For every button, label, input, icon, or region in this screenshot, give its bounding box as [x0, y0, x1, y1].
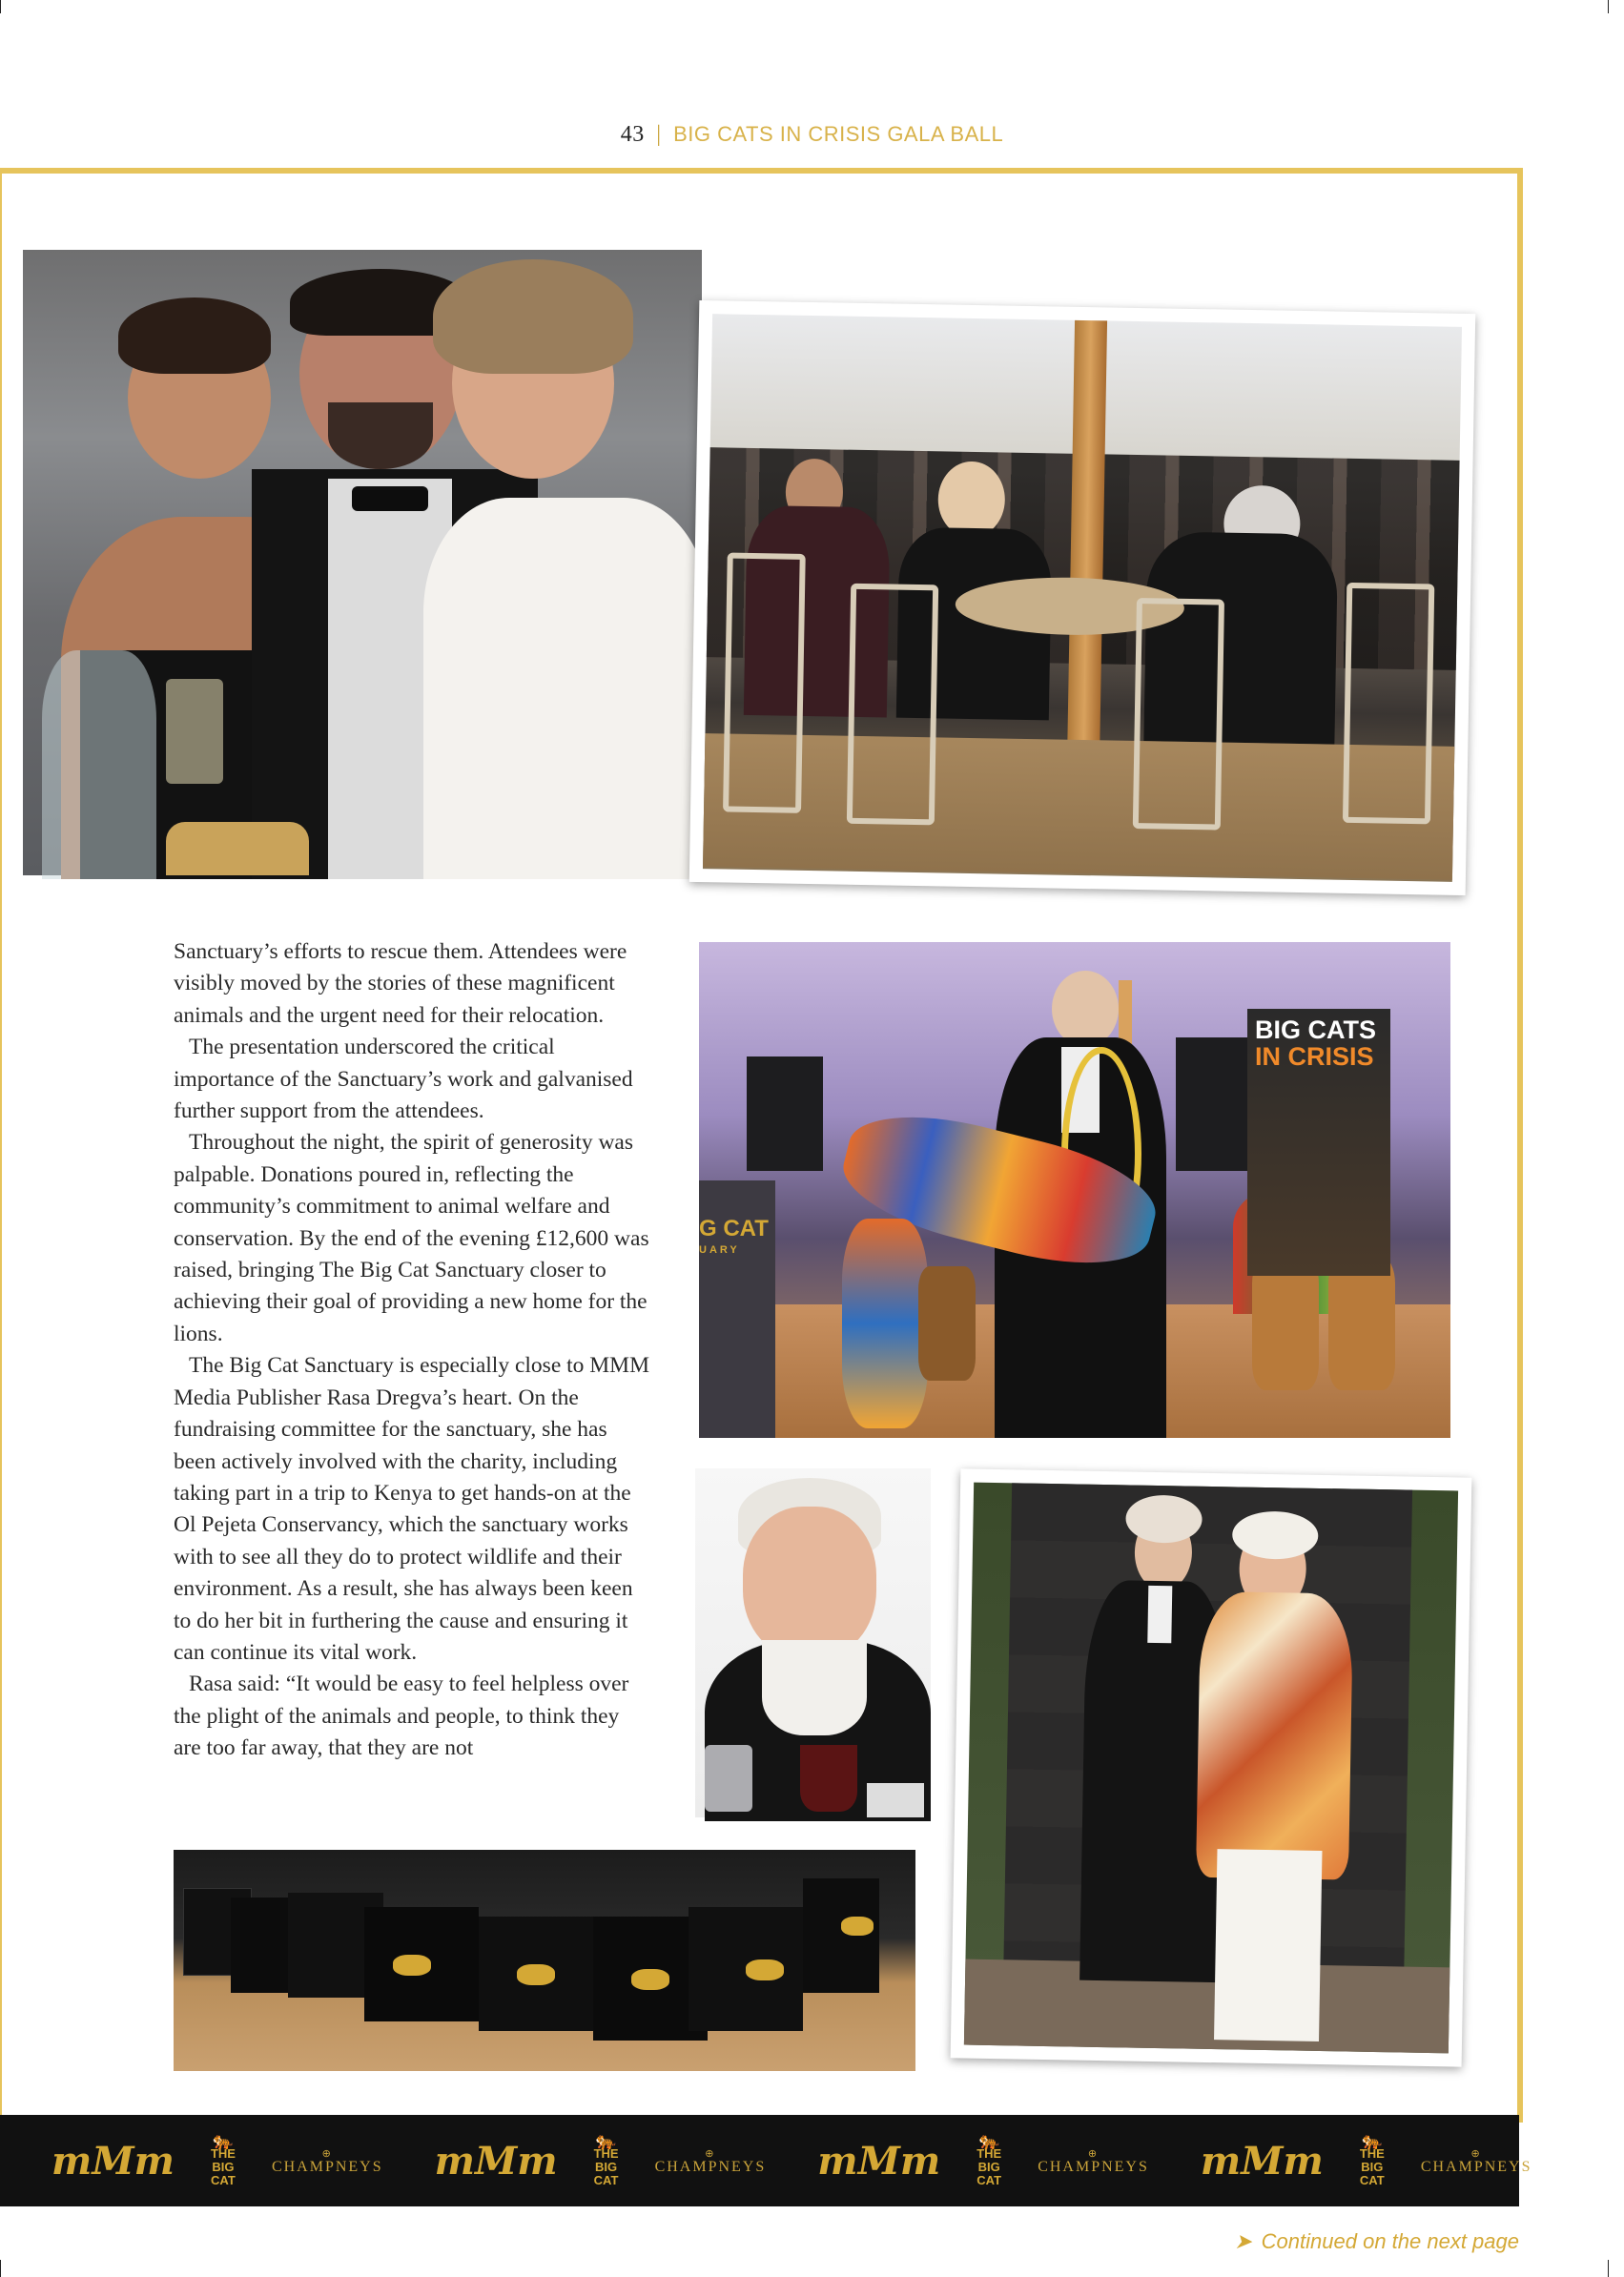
- champneys-logo-text: CHAMPNEYS: [1038, 2159, 1149, 2175]
- photo-dining: [689, 300, 1476, 895]
- page-header: [0, 122, 1624, 148]
- article-body: [174, 936, 650, 1765]
- article-paragraph: Throughout the night, the spirit of generosity was palpable. Donations poured in, reflecting the community’s commitment to animal welfare and conservation. By the end of the evening £12,600 was raised, bringing The Big Cat Sanctuary closer to achieving their goal of providing a new home for the lions.: [174, 1130, 649, 1346]
- crop-mark: [0, 2260, 1, 2277]
- crop-mark: [1608, 2260, 1609, 2277]
- bigcat-logo-text: THE BIG CAT: [1359, 2146, 1385, 2187]
- bigcat-logo-text: THE BIG CAT: [976, 2146, 1002, 2187]
- crest-icon: ⊕: [705, 2148, 716, 2160]
- sign-left-title: G CAT: [699, 1216, 769, 1241]
- crop-mark: [1608, 0, 1609, 13]
- page-number: 43: [620, 122, 645, 147]
- tiger-icon: 🐅: [212, 2131, 235, 2150]
- sign-title: BIG CATS: [1255, 1015, 1376, 1044]
- crest-icon: ⊕: [1470, 2148, 1482, 2160]
- continued-link[interactable]: [1234, 2229, 1519, 2254]
- mmm-logo: mMm: [817, 2138, 941, 2184]
- sponsor-banner: [0, 2115, 1532, 2206]
- mmm-logo: mMm: [51, 2138, 175, 2184]
- bigcat-logo: [593, 2131, 619, 2187]
- header-separator: |: [656, 122, 662, 147]
- section-title: BIG CATS IN CRISIS GALA BALL: [673, 122, 1004, 146]
- article-paragraph: The Big Cat Sanctuary is especially close to MMM Media Publisher Rasa Dregva’s heart. On the fundraising committee for the sanctuary, she has been actively involved with the charity, including taking part in a trip to Kenya to get hands-on at the Ol Pejeta Conservancy, which the sanctuary works with to see all they do to protect wildlife and their environment. As a result, she has always been keen to do her bit in furthering the cause and ensuring it can continue its vital work.: [174, 1353, 649, 1665]
- crop-mark: [0, 0, 1, 13]
- champneys-logo-text: CHAMPNEYS: [1420, 2159, 1532, 2175]
- article-paragraph: The presentation underscored the critical importance of the Sanctuary’s work and galvanised further support from the attendees.: [174, 1035, 633, 1124]
- bigcat-logo: [210, 2131, 236, 2187]
- photo-trio: [23, 250, 702, 875]
- bigcat-logo-text: THE BIG CAT: [210, 2146, 236, 2187]
- sign-left-subtitle: UARY: [699, 1244, 740, 1256]
- champneys-logo-text: CHAMPNEYS: [271, 2159, 383, 2175]
- tiger-icon: 🐅: [977, 2131, 1000, 2150]
- mmm-logo: mMm: [434, 2138, 558, 2184]
- sign-subtitle: IN CRISIS: [1255, 1042, 1374, 1071]
- tiger-icon: 🐅: [595, 2131, 617, 2150]
- crest-icon: ⊕: [321, 2148, 333, 2160]
- article-paragraph: Rasa said: “It would be easy to feel helpless over the plight of the animals and people, to think they are too far away, that they are not: [174, 1672, 629, 1761]
- champneys-logo: [272, 2147, 383, 2174]
- champneys-logo-text: CHAMPNEYS: [654, 2159, 767, 2175]
- bigcat-logo: [1359, 2131, 1385, 2187]
- arrow-right-icon: ➤: [1234, 2229, 1252, 2253]
- tiger-icon: 🐅: [1361, 2131, 1384, 2150]
- champneys-logo: [655, 2147, 767, 2174]
- champneys-logo: [1038, 2147, 1149, 2174]
- article-paragraph: Sanctuary’s efforts to rescue them. Attendees were visibly moved by the stories of these magnificent animals and the urgent need for their relocation.: [174, 939, 627, 1028]
- photo-lady: [695, 1468, 931, 1817]
- photo-couple: [951, 1468, 1472, 2066]
- photo-gift-bags: [174, 1850, 915, 2071]
- photo-performer: [699, 942, 1450, 1436]
- crest-icon: ⊕: [1087, 2148, 1100, 2160]
- continued-label: Continued on the next page: [1261, 2229, 1519, 2253]
- bigcat-logo: [976, 2131, 1002, 2187]
- bigcat-logo-text: THE BIG CAT: [593, 2146, 619, 2187]
- champneys-logo: [1421, 2147, 1532, 2174]
- mmm-logo: mMm: [1200, 2138, 1324, 2184]
